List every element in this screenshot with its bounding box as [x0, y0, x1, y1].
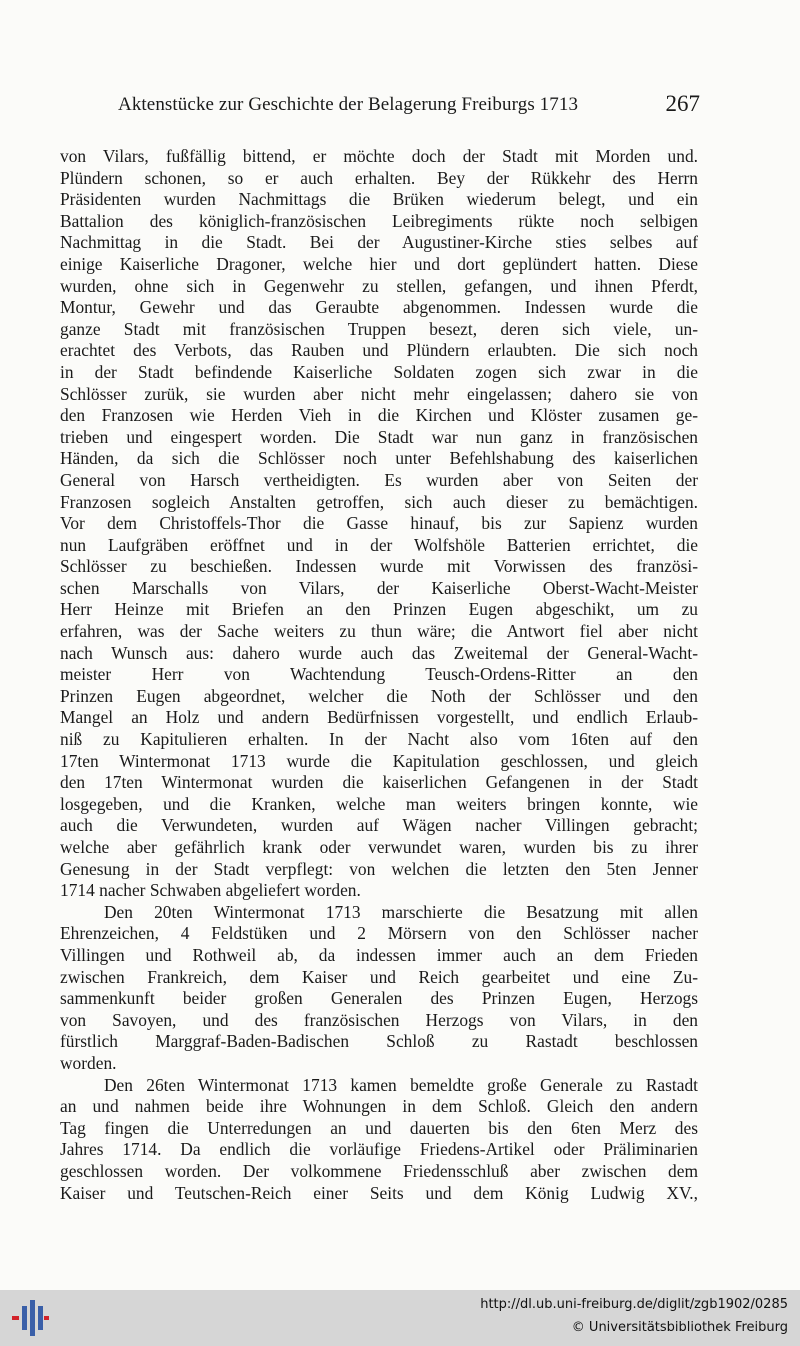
text-line: Montur, Gewehr und das Geraubte abgenommen. Indessen wurde die	[60, 297, 698, 318]
text-line: Tag fingen die Unterredungen an und dauerten bis den 6ten Merz des	[60, 1117, 698, 1138]
text-line: fürstlich Marggraf-Baden-Badischen Schloß zu Rastadt beschlossen	[60, 1031, 698, 1052]
text-line: sammenkunft beider großen Generalen des Prinzen Eugen, Herzogs	[60, 988, 698, 1009]
footer-url-link[interactable]: http://dl.ub.uni-freiburg.de/diglit/zgb1902/0285	[480, 1297, 788, 1312]
text-line: Präsidenten wurden Nachmittags die Brüken wiederum belegt, und ein	[60, 189, 698, 210]
running-header	[118, 91, 700, 124]
text-line: von Savoyen, und des französischen Herzogs von Vilars, in den	[60, 1009, 698, 1030]
text-line: erfahren, was der Sache weiters zu thun wäre; die Antwort fiel aber nicht	[60, 621, 698, 642]
text-line: Herr Heinze mit Briefen an den Prinzen Eugen abgeschikt, um zu	[60, 599, 698, 620]
text-line: General von Harsch vertheidigten. Es wurden aber von Seiten der	[60, 469, 698, 490]
text-line: Schlösser zurük, sie wurden aber nicht mehr eingelassen; dahero sie von	[60, 383, 698, 404]
text-line: Ehrenzeichen, 4 Feldstüken und 2 Mörsern von den Schlösser nacher	[60, 923, 698, 944]
footer-credit: © Universitätsbibliothek Freiburg	[571, 1320, 788, 1335]
page-number: 267	[665, 91, 700, 116]
text-line: Den 26ten Wintermonat 1713 kamen bemeldte große Generale zu Rastadt	[104, 1074, 698, 1095]
text-line: Franzosen sogleich Anstalten getroffen, sich auch dieser zu bemächtigen.	[60, 491, 698, 512]
text-line: Nachmittag in die Stadt. Bei der Augustiner-Kirche sties selbes auf	[60, 232, 698, 253]
text-line: den 17ten Wintermonat wurden die kaiserlichen Gefangenen in der Stadt	[60, 772, 698, 793]
text-line: auch die Verwundeten, wurden auf Wägen nacher Villingen gebracht;	[60, 815, 698, 836]
text-line: trieben und eingespert worden. Die Stadt war nun ganz in französischen	[60, 426, 698, 447]
text-line: von Vilars, fußfällig bittend, er möchte doch der Stadt mit Morden und.	[60, 146, 698, 166]
text-line: 17ten Wintermonat 1713 wurde die Kapitulation geschlossen, und gleich	[60, 750, 698, 771]
footer-bar	[0, 1290, 800, 1346]
text-line: erachtet des Verbots, das Rauben und Plündern erlaubten. Die sich noch	[60, 340, 698, 361]
text-line: Vor dem Christoffels-Thor die Gasse hinauf, bis zur Sapienz wurden	[60, 513, 698, 534]
text-line: einige Kaiserliche Dragoner, welche hier und dort geplündert hatten. Diese	[60, 253, 698, 274]
text-line: den Franzosen wie Herden Vieh in die Kirchen und Klöster zusamen ge-	[60, 405, 698, 426]
text-line: Battalion des königlich-französischen Leibregiments rükte noch selbigen	[60, 210, 698, 231]
text-line: wurden, ohne sich in Gegenwehr zu stellen, gefangen, und ihnen Pferdt,	[60, 275, 698, 296]
text-line: geschlossen worden. Der volkommene Friedensschluß aber zwischen dem	[60, 1160, 698, 1181]
header-title: Aktenstücke zur Geschichte der Belagerung Freiburgs 1713	[118, 94, 579, 115]
text-line: Jahres 1714. Da endlich die vorläufige Friedens-Artikel oder Präliminarien	[60, 1139, 698, 1160]
text-line: schen Marschalls von Vilars, der Kaiserliche Oberst-Wacht-Meister	[60, 577, 698, 598]
text-line: zwischen Frankreich, dem Kaiser und Reich gearbeitet und eine Zu-	[60, 966, 698, 987]
text-line: Schlösser zu beschießen. Indessen wurde mit Vorwissen des französi-	[60, 556, 698, 577]
text-line: an und nahmen beide ihre Wohnungen in dem Schloß. Gleich den andern	[60, 1096, 698, 1117]
text-line: Kaiser und Teutschen-Reich einer Seits und dem König Ludwig XV.,	[60, 1182, 698, 1203]
text-line: Prinzen Eugen abgeordnet, welcher die Noth der Schlösser und den	[60, 685, 698, 706]
text-line: nun Laufgräben eröffnet und in der Wolfshöle Batterien errichtet, die	[60, 534, 698, 555]
body-text	[60, 146, 698, 1204]
text-line: meister Herr von Wachtendung Teusch-Ordens-Ritter an den	[60, 664, 698, 685]
text-line: ganze Stadt mit französischen Truppen besezt, deren sich viele, un-	[60, 318, 698, 339]
text-line: losgegeben, und die Kranken, welche man weiters bringen konnte, wie	[60, 793, 698, 814]
text-line: Mangel an Holz und andern Bedürfnissen vorgestellt, und endlich Erlaub-	[60, 707, 698, 728]
text-line: welche aber gefährlich krank oder verwundet waren, wurden bis zu ihrer	[60, 837, 698, 857]
text-line: 1714 nacher Schwaben abgeliefert worden.	[60, 880, 361, 901]
text-line: Händen, da sich die Schlösser noch unter Befehlshabung des kaiserlichen	[60, 448, 698, 469]
text-line: Den 20ten Wintermonat 1713 marschierte die Besatzung mit allen	[104, 901, 698, 922]
text-line: Plündern schonen, so er auch erhalten. Bey der Rükkehr des Herrn	[60, 167, 698, 188]
text-line: Genesung in der Stadt verpflegt: von welchen die letzten den 5ten Jenner	[60, 858, 698, 879]
text-line: in der Stadt befindende Kaiserliche Soldaten zogen sich zwar in die	[60, 361, 698, 382]
text-line: niß zu Kapitulieren erhalten. In der Nacht also vom 16ten auf den	[60, 729, 698, 750]
text-line: worden.	[60, 1052, 117, 1073]
text-line: nach Wunsch aus: dahero wurde auch das Zweitemal der General-Wacht-	[60, 642, 698, 663]
ub-freiburg-logo-icon[interactable]	[10, 1298, 50, 1338]
text-line: Villingen und Rothweil ab, da indessen immer auch an dem Frieden	[60, 944, 698, 965]
